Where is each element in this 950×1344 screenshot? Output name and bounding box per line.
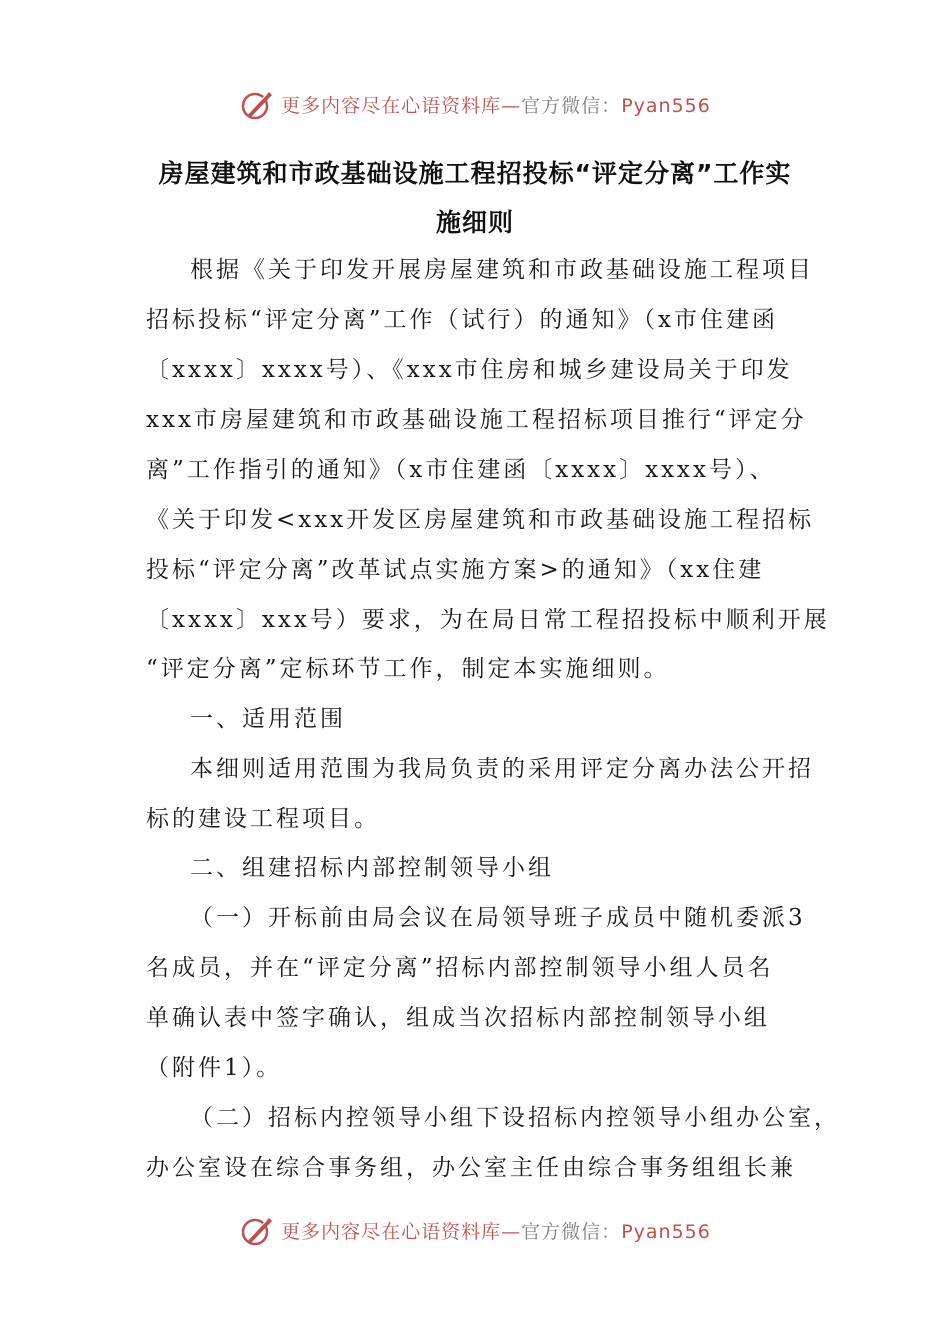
section-heading-group: 二、组建招标内部控制领导小组 xyxy=(190,855,554,881)
body-line: 单确认表中签字确认，组成当次招标内部控制领导小组 xyxy=(146,1005,770,1031)
body-line: （附件1）。 xyxy=(146,1055,283,1081)
body-line: 〔xxxx〕xxx号）要求，为在局日常工程招投标中顺利开展 xyxy=(146,607,830,633)
body-line: （二）招标内控领导小组下设招标内控领导小组办公室， xyxy=(190,1105,840,1131)
body-line: 根据《关于印发开展房屋建筑和市政基础设施工程项目 xyxy=(190,257,814,283)
body-line: xxx市房屋建筑和市政基础设施工程招标项目推行“评定分 xyxy=(146,407,807,433)
body-line: 招标投标“评定分离”工作（试行）的通知》（x市住建函 xyxy=(146,307,778,333)
quill-logo-icon xyxy=(239,1212,275,1248)
section-heading-scope: 一、适用范围 xyxy=(190,706,346,732)
body-line: 离”工作指引的通知》（x市住建函〔xxxx〕xxxx号）、 xyxy=(146,457,776,483)
header-watermark xyxy=(0,82,950,126)
document-title-line-1: 房屋建筑和市政基础设施工程招投标“评定分离”工作实 xyxy=(158,159,792,188)
body-line: 《关于印发<xxx开发区房屋建筑和市政基础设施工程招标 xyxy=(146,507,815,533)
quill-logo-icon xyxy=(239,86,275,122)
body-line: （一）开标前由局会议在局领导班子成员中随机委派3 xyxy=(190,905,806,931)
watermark-text: 更多内容尽在心语资料库—官方微信：Pyan556 xyxy=(281,1220,711,1243)
body-line: 〔xxxx〕xxxx号）、《xxx市住房和城乡建设局关于印发 xyxy=(146,357,793,383)
body-line: 本细则适用范围为我局负责的采用评定分离办法公开招 xyxy=(190,756,814,782)
body-line: “评定分离”定标环节工作，制定本实施细则。 xyxy=(146,656,670,682)
body-line: 名成员，并在“评定分离”招标内部控制领导小组人员名 xyxy=(146,955,774,981)
body-line: 标的建设工程项目。 xyxy=(146,806,380,832)
body-line: 办公室设在综合事务组，办公室主任由综合事务组组长兼 xyxy=(146,1155,796,1181)
footer-watermark xyxy=(0,1208,950,1252)
body-line: 投标“评定分离”改革试点实施方案>的通知》（xx住建 xyxy=(146,557,765,583)
watermark-text: 更多内容尽在心语资料库—官方微信：Pyan556 xyxy=(281,94,711,117)
document-title-line-2: 施细则 xyxy=(435,208,514,237)
